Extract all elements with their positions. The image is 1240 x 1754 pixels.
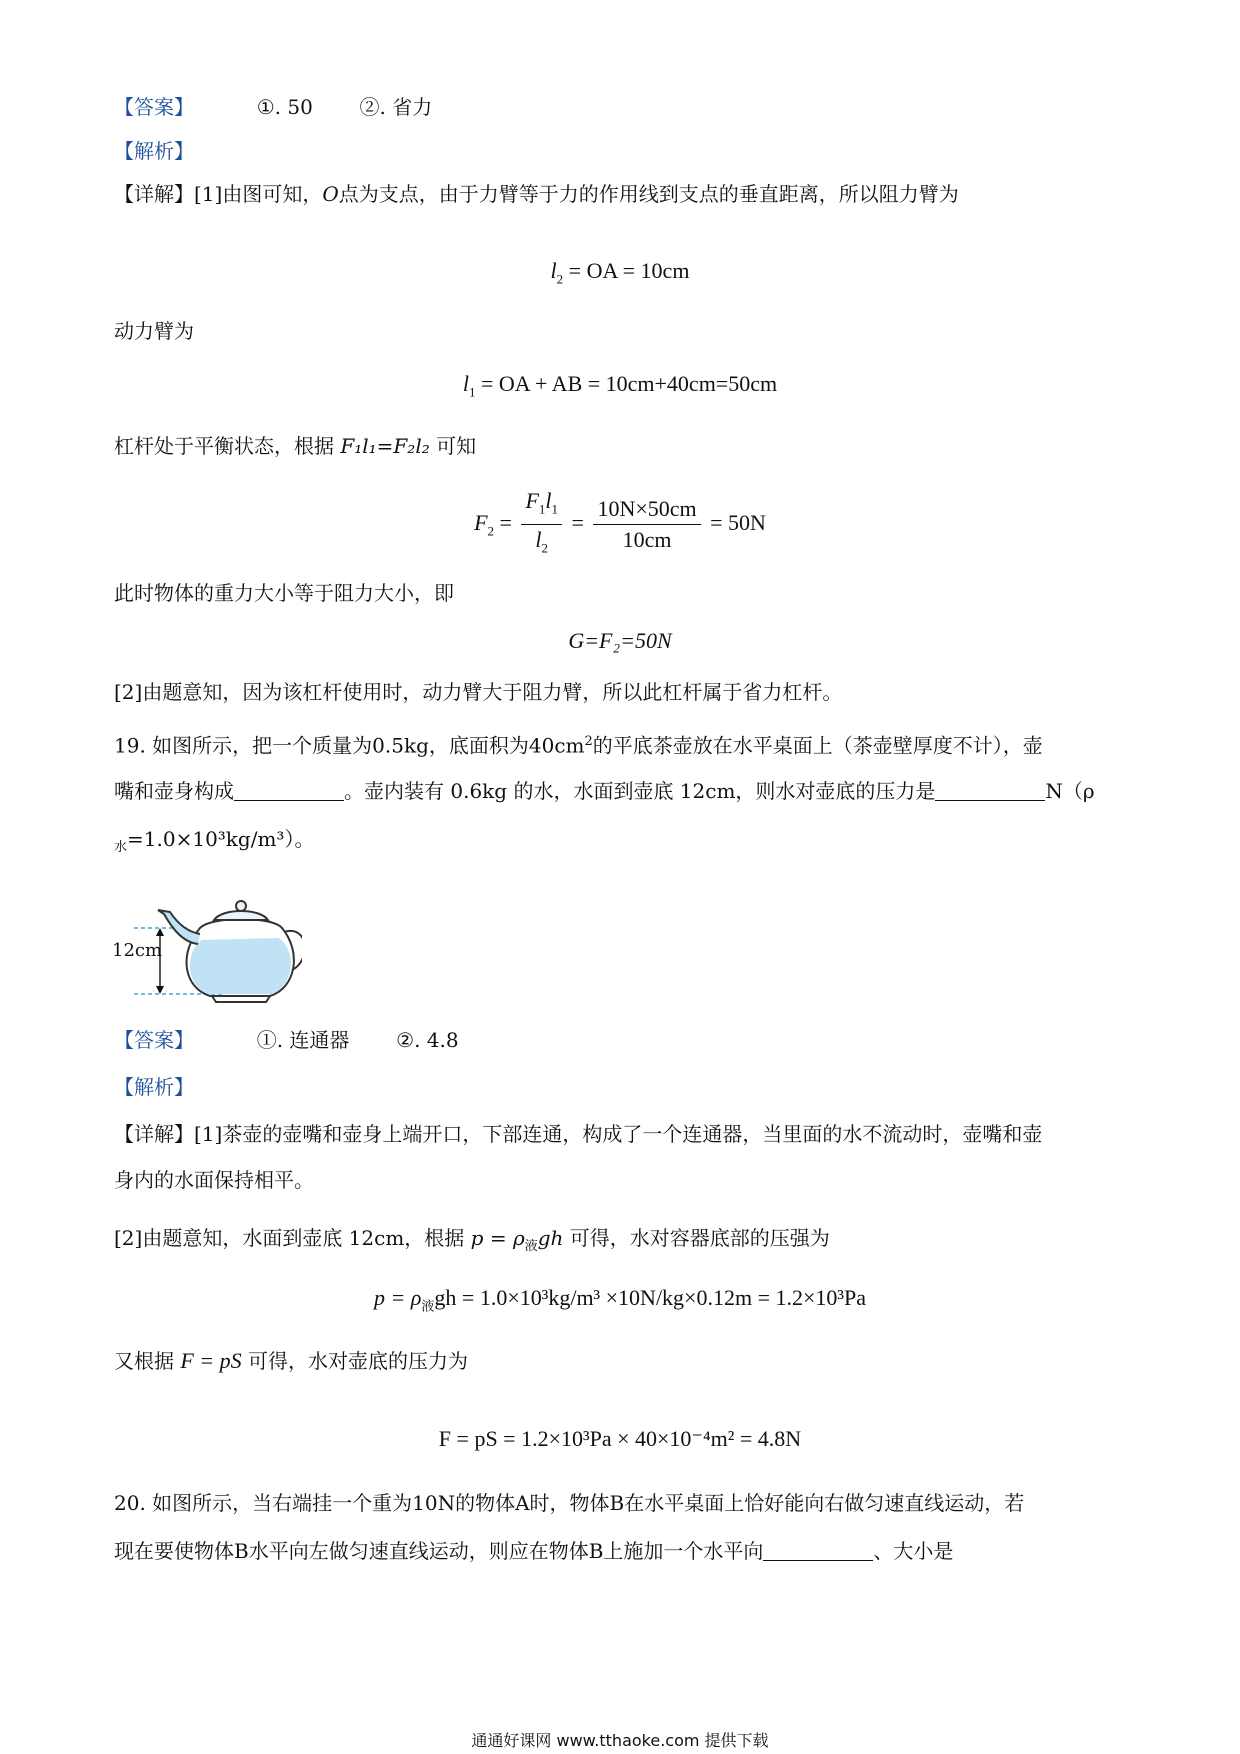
detail-paragraph-5	[114, 679, 842, 705]
q19-detail-line-1	[114, 1121, 1042, 1147]
analysis-tag: 【解析】	[114, 139, 194, 163]
detail-paragraph-2	[114, 318, 194, 344]
q19-d3a: [2]由题意知，水面到壶底 12cm，根据	[114, 1226, 471, 1250]
rho-liquid-sub: 液	[524, 1239, 538, 1254]
eq3-numerator: 10N×50cm	[593, 494, 700, 525]
q19-stem1a: 19. 如图所示，把一个质量为0.5kg，底面积为40cm	[114, 733, 585, 758]
eq5-a: p = ρ	[374, 1285, 422, 1310]
answer-item-1: ①. 50	[256, 95, 313, 119]
analysis-tag-19	[114, 1074, 194, 1100]
teapot-figure	[112, 884, 302, 1009]
q20-stem2b: 、大小是	[873, 1539, 954, 1563]
eq3-denominator: 10cm	[622, 527, 672, 553]
answer-blank-2[interactable]	[935, 780, 1045, 801]
answer-line-18	[114, 94, 432, 120]
q19-stem-line-1	[114, 729, 1043, 759]
answer-tag: 【答案】	[114, 1028, 194, 1052]
answer-item-2: ②. 4.8	[396, 1028, 459, 1052]
analysis-tag: 【解析】	[114, 1075, 194, 1099]
answer-item-1: ①. 连通器	[256, 1028, 350, 1052]
detail-paragraph-1	[114, 181, 959, 207]
equation-f2: $F_2$ = $\frac{F_1l_1}{l_2}$ = $\frac{10N\times 50cm}{10cm}$ = 50N	[474, 488, 766, 556]
q19-stem-line-3	[114, 826, 314, 861]
p3-text-a: 杠杆处于平衡状态，根据	[114, 434, 341, 458]
q19-stem1b: 的平底茶壶放在水平桌面上（茶壶壁厚度不计），壶	[592, 733, 1043, 758]
equation-pressure	[0, 1283, 1240, 1321]
analysis-tag-18	[114, 138, 194, 164]
p4-text: 此时物体的重力大小等于阻力大小，即	[114, 581, 454, 605]
lever-formula: F₁l₁=F₂l₂	[340, 434, 430, 458]
eq5-b: gh = 1.0×10³kg/m³ ×10N/kg×0.12m = 1.2×10³Pa	[434, 1285, 866, 1310]
pressure-formula: p = ρ	[470, 1226, 525, 1250]
equation-l1: $l_1$ = OA + AB = 10cm+40cm=50cm	[462, 371, 778, 400]
eq2-text: = OA + AB = 10cm+40cm=50cm	[481, 371, 778, 396]
q19-stem2b: 。壶内装有 0.6kg 的水，水面到壶底 12cm，则水对壶底的压力是	[344, 779, 936, 803]
q19-d4a: 又根据	[114, 1349, 181, 1373]
pressure-formula-gh: gh	[537, 1226, 564, 1250]
equation-force: F = pS = 1.2×10³Pa × 40×10⁻⁴m² = 4.8N	[438, 1426, 802, 1451]
q19-stem-line-2	[114, 778, 1095, 804]
detail-text-b: 点为支点，由于力臂等于力的作用线到支点的垂直距离，所以阻力臂为	[338, 182, 959, 206]
eq1-text: = OA = 10cm	[568, 258, 690, 283]
detail-paragraph-3	[114, 433, 476, 459]
eq5-sub: 液	[421, 1298, 435, 1314]
q19-detail-line-3	[114, 1225, 830, 1260]
detail-paragraph-4	[114, 580, 454, 606]
point-o: O	[322, 182, 339, 206]
page-footer: 通通好课网 www.tthaoke.com 提供下载	[471, 1731, 769, 1750]
q20-stem-line-2	[114, 1538, 953, 1564]
detail-tag: 【详解】	[114, 1122, 194, 1146]
p3-text-b: 可知	[429, 434, 477, 458]
power-arm-label: 动力臂为	[114, 319, 194, 343]
q19-d2: 身内的水面保持相平。	[114, 1168, 314, 1192]
q19-detail-line-2	[114, 1167, 314, 1193]
detail-tag: 【详解】	[114, 182, 194, 206]
eq3-result: = 50N	[710, 509, 766, 535]
q19-detail-line-4	[114, 1348, 468, 1374]
q20-stem-line-1	[114, 1490, 1024, 1516]
answer-tag: 【答案】	[114, 95, 194, 119]
q19-d1: [1]茶壶的壶嘴和壶身上端开口，下部连通，构成了一个连通器，当里面的水不流动时，壶嘴和壶	[194, 1122, 1043, 1146]
q19-stem2c: N（ρ	[1045, 779, 1095, 803]
height-label: 12cm	[112, 940, 163, 961]
answer-item-2: ②. 省力	[359, 95, 433, 119]
q19-stem2a: 嘴和壶身构成	[114, 779, 234, 803]
q19-stem1-sup: 2	[584, 734, 593, 749]
equation-l2: $l_2$ = OA = 10cm	[550, 258, 690, 287]
equation-g: G=F₂=50N	[568, 628, 672, 653]
answer-blank-3[interactable]	[763, 1540, 873, 1561]
rho-subscript: 水	[114, 840, 128, 855]
q20-stem1: 20. 如图所示，当右端挂一个重为10N的物体A时，物体B在水平桌面上恰好能向右做匀速直线运动，若	[114, 1491, 1025, 1515]
detail-text-a: [1]由图可知，	[194, 182, 323, 206]
q19-d4b: 可得，水对壶底的压力为	[241, 1349, 469, 1373]
q19-stem3: =1.0×10³kg/m³）。	[127, 827, 315, 851]
answer-line-19	[114, 1027, 459, 1053]
q20-stem2a: 现在要使物体B水平向左做匀速直线运动，则应在物体B上施加一个水平向	[114, 1539, 764, 1563]
p5-text: [2]由题意知，因为该杠杆使用时，动力臂大于阻力臂，所以此杠杆属于省力杠杆。	[114, 680, 843, 704]
answer-blank-1[interactable]	[234, 780, 344, 801]
force-formula: F = pS	[180, 1348, 242, 1373]
q19-d3b: 可得，水对容器底部的压强为	[563, 1226, 830, 1250]
